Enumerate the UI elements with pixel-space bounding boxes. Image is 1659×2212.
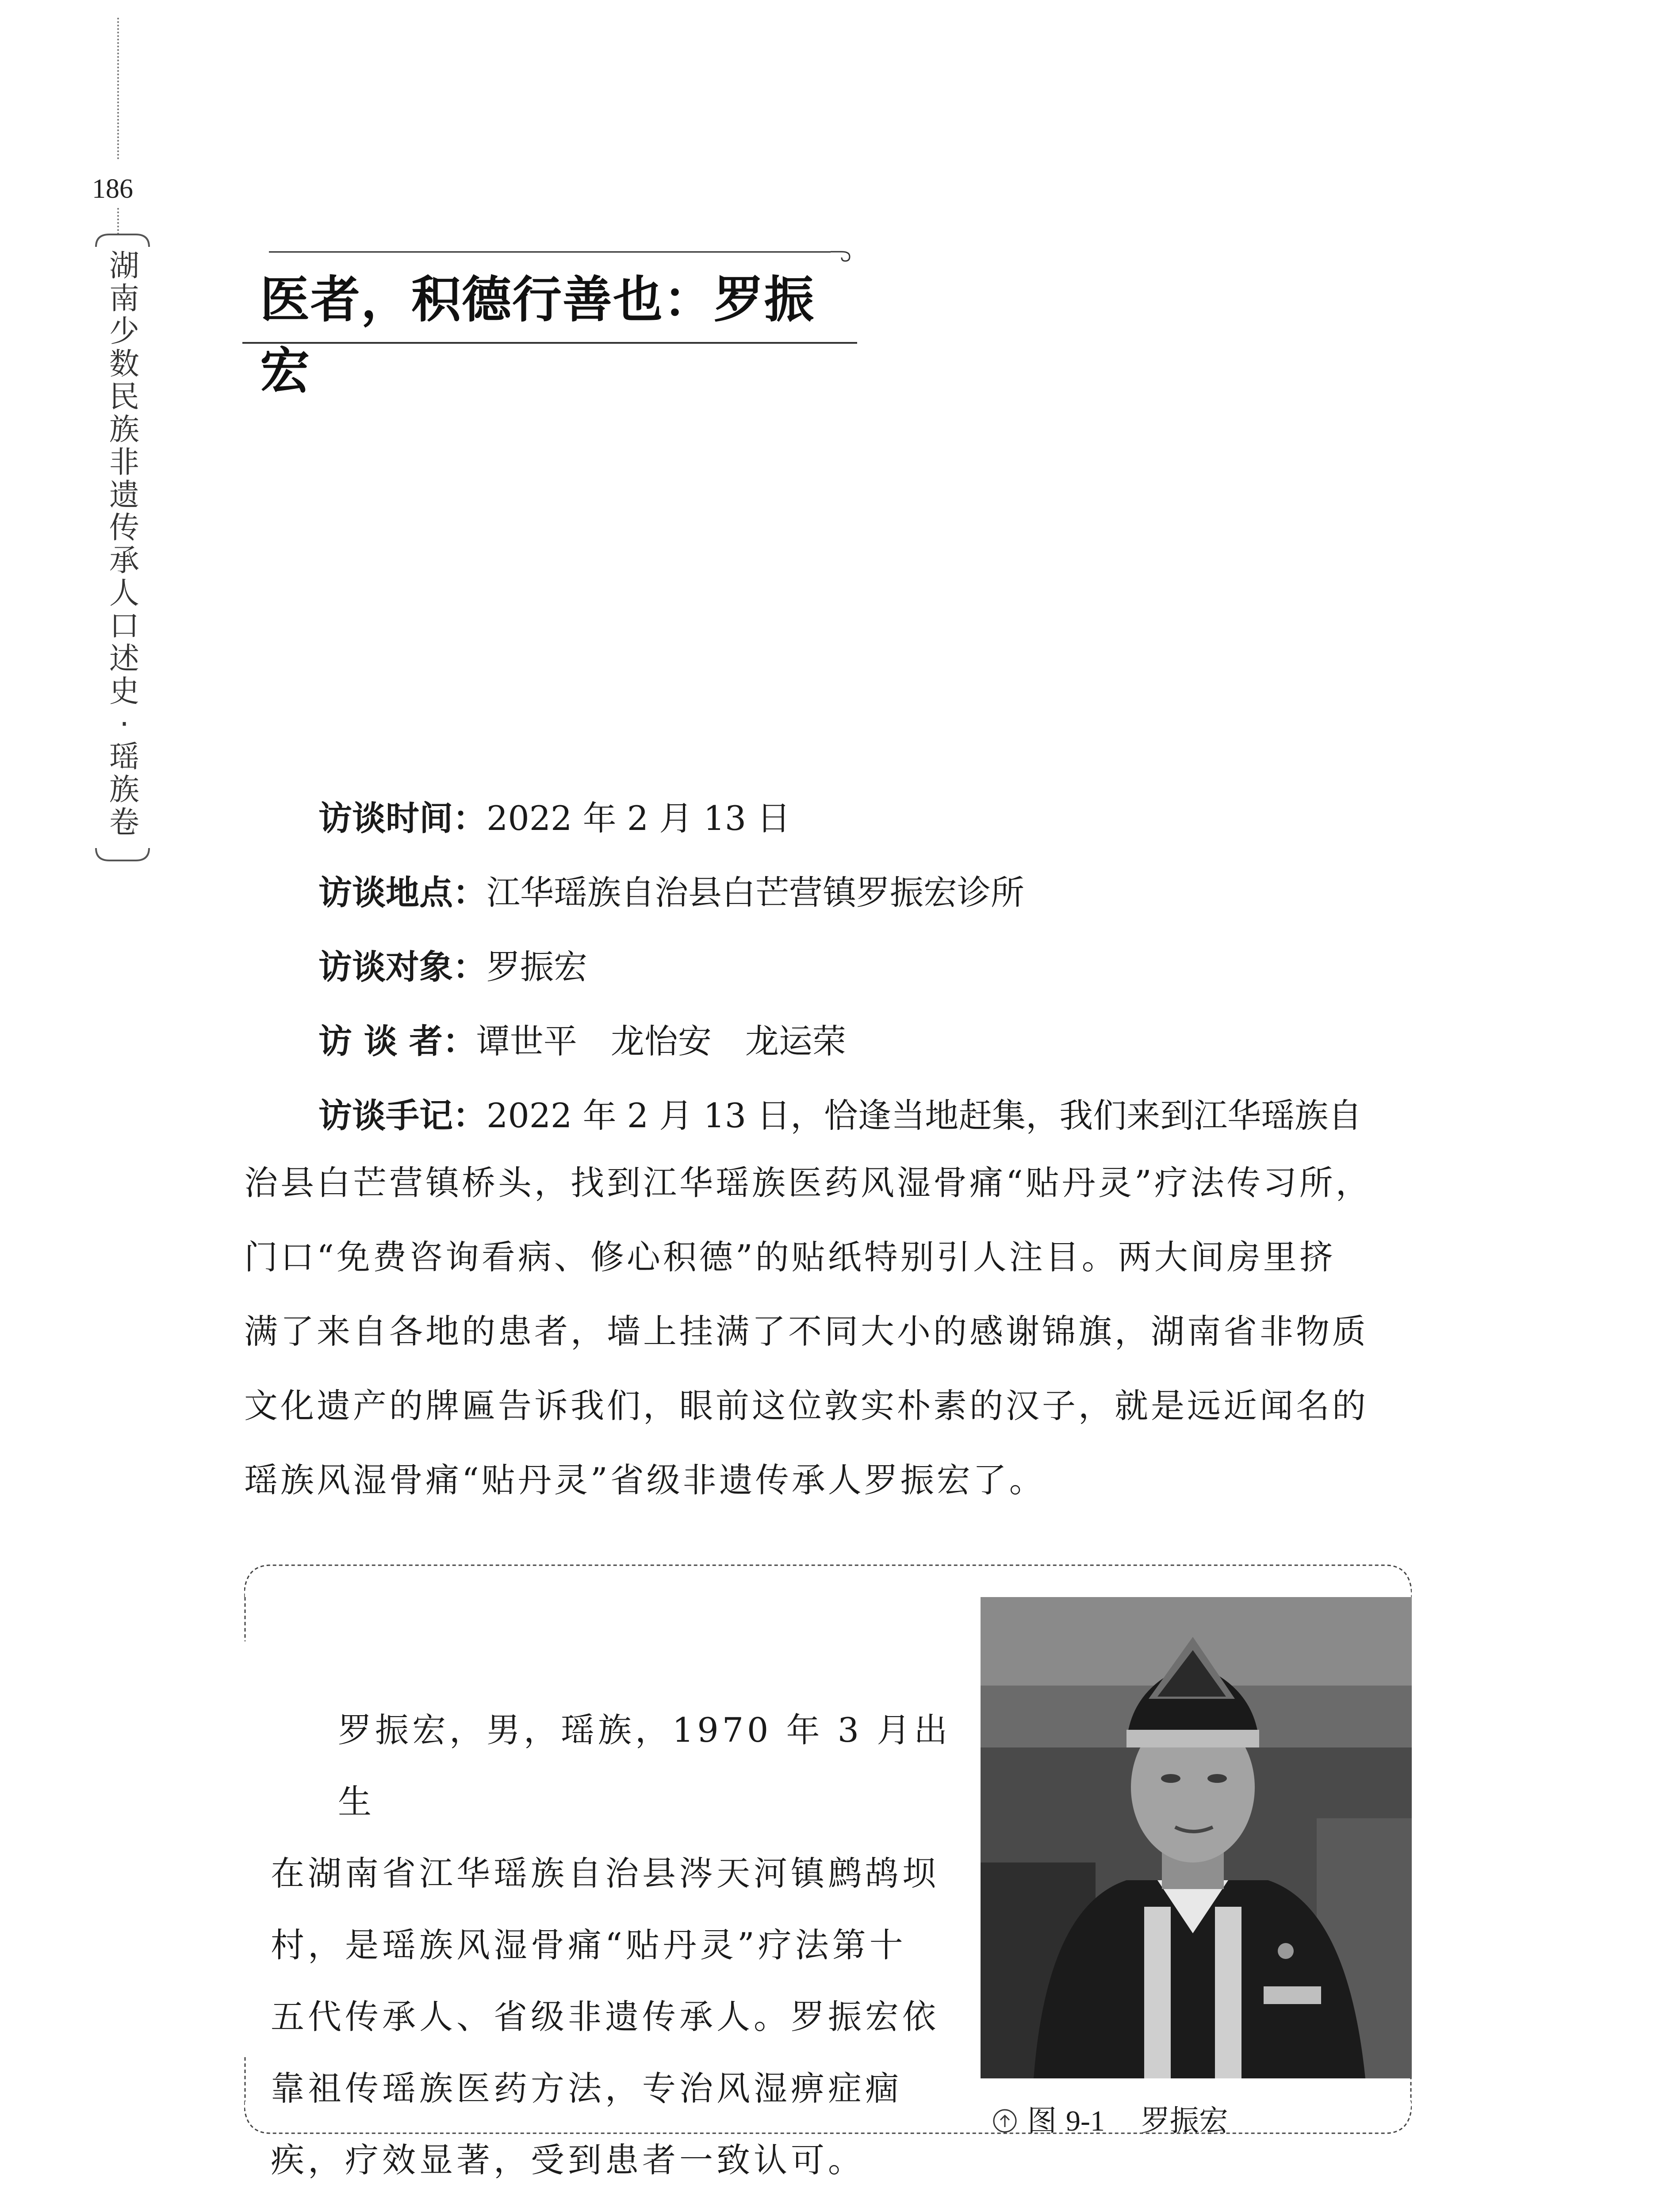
notes-line: 门口“免费咨询看病、修心积德”的贴纸特别引人注目。两大间房里挤 — [244, 1237, 1336, 1277]
notes-line: 治县白芒营镇桥头，找到江华瑶族医药风湿骨痛“贴丹灵”疗法传习所， — [244, 1163, 1372, 1202]
interview-place — [318, 871, 1024, 915]
interview-notes-label: 访谈手记： — [318, 1096, 487, 1135]
up-arrow-circle-icon — [992, 2108, 1018, 2134]
book-title-char: 少 — [109, 314, 139, 349]
book-title-char: · — [119, 707, 129, 742]
chapter-title: 医者，积德行善也：罗振宏 — [260, 271, 815, 400]
book-title-vertical — [100, 250, 149, 839]
book-title-char: 族 — [109, 412, 139, 447]
interview-subject-value: 罗振宏 — [487, 947, 587, 987]
margin-dotted-line-top — [117, 18, 119, 159]
chapter-heading — [242, 242, 862, 400]
book-title-char: 传 — [109, 511, 139, 545]
interview-subject-label: 访谈对象： — [318, 947, 487, 987]
photo-caption — [992, 2097, 1228, 2139]
bio-line: 在湖南省江华瑶族自治县涔天河镇鹧鸪坝 — [271, 1854, 939, 1893]
caption-number: 9-1 — [1065, 2105, 1105, 2137]
book-title-char: 南 — [109, 281, 139, 316]
book-title-char: 非 — [109, 445, 139, 480]
interview-place-label: 访谈地点： — [318, 873, 487, 912]
notes-line: 瑶族风湿骨痛“贴丹灵”省级非遗传承人罗振宏了。 — [244, 1460, 1046, 1500]
interview-time — [318, 796, 790, 841]
interview-time-label: 访谈时间： — [318, 799, 487, 838]
interview-place-value: 江华瑶族自治县白芒营镇罗振宏诊所 — [487, 873, 1024, 912]
book-title-char: 族 — [109, 772, 139, 807]
heading-top-rule — [269, 251, 831, 253]
book-title-char: 人 — [109, 576, 139, 611]
caption-prefix: 图 — [1027, 2104, 1057, 2138]
heading-curl-ornament — [828, 242, 855, 262]
book-title-char: 瑶 — [109, 740, 139, 775]
interviewers-value: 谭世平 龙怡安 龙运荣 — [476, 1022, 846, 1061]
caption-name: 罗振宏 — [1140, 2104, 1228, 2138]
bio-text — [271, 1694, 961, 2196]
portrait-photo — [981, 1597, 1412, 2078]
interview-notes-body — [244, 1146, 1438, 1517]
interviewers-label: 访 谈 者： — [318, 1022, 476, 1061]
notes-line: 满了来自各地的患者，墙上挂满了不同大小的感谢锦旗，湖南省非物质 — [244, 1312, 1368, 1351]
book-title-char: 史 — [109, 674, 139, 709]
book-title-char: 遗 — [109, 478, 139, 513]
book-title-char: 卷 — [109, 805, 139, 840]
book-title-char: 民 — [109, 380, 139, 415]
book-title-char: 湖 — [109, 249, 139, 284]
interviewers — [318, 1019, 846, 1064]
interview-time-value: 2022 年 2 月 13 日 — [487, 799, 791, 838]
heading-bottom-rule — [242, 342, 857, 344]
interview-notes-line-1: 2022 年 2 月 13 日，恰逢当地赶集，我们来到江华瑶族自 — [487, 1096, 1362, 1135]
interview-notes-first-line — [318, 1094, 1362, 1138]
book-title-char: 述 — [109, 641, 139, 676]
bio-line: 靠祖传瑶族医药方法，专治风湿痹症痼 — [271, 2069, 902, 2108]
book-title-char: 承 — [109, 543, 139, 578]
interview-subject — [318, 945, 587, 989]
bio-line: 五代传承人、省级非遗传承人。罗振宏依 — [271, 1997, 939, 2036]
bio-line: 疾，疗效显著，受到患者一致认可。 — [271, 2140, 865, 2180]
vertical-title-bottom-bracket — [94, 847, 151, 865]
notes-line: 文化遗产的牌匾告诉我们，眼前这位敦实朴素的汉子，就是远近闻名的 — [244, 1386, 1368, 1425]
vertical-title-top-bracket — [94, 230, 151, 248]
bio-box — [244, 1562, 1412, 2180]
page-number: 186 — [92, 174, 133, 204]
book-title-char: 数 — [109, 347, 139, 382]
bio-line: 罗振宏，男，瑶族，1970 年 3 月出生 — [338, 1710, 951, 1821]
book-title-char: 口 — [109, 609, 139, 644]
bio-line: 村，是瑶族风湿骨痛“贴丹灵”疗法第十 — [271, 1925, 907, 1965]
